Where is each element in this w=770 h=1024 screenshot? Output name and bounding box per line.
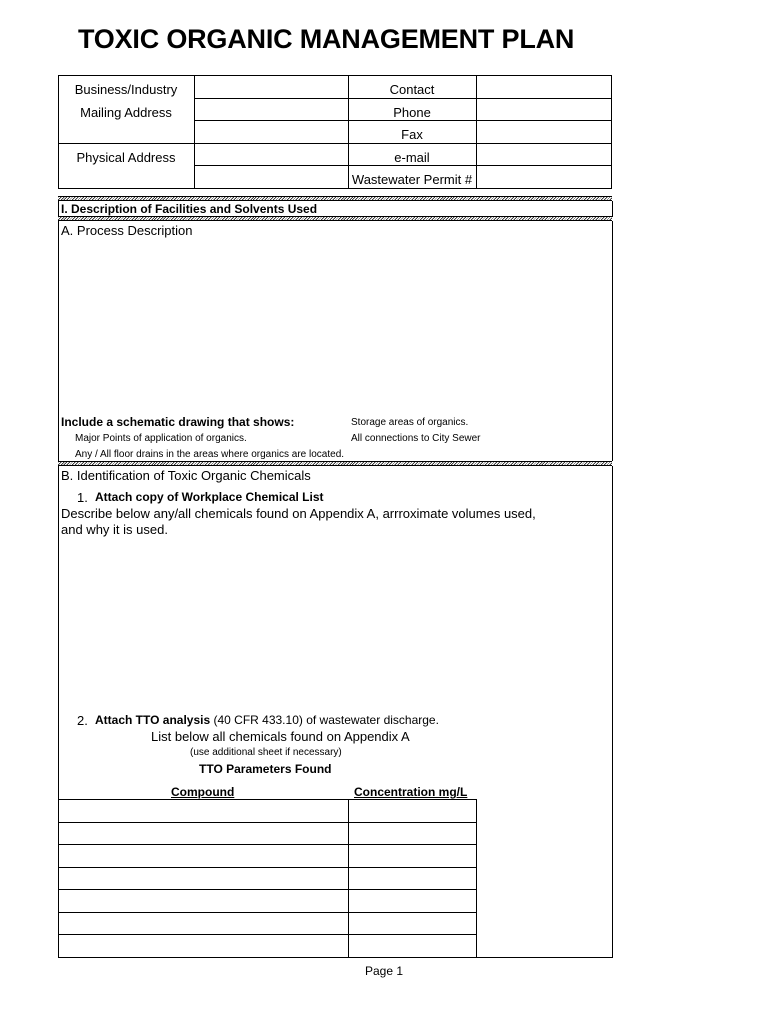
additional-sheet-note: (use additional sheet if necessary) <box>190 747 342 758</box>
contact-field[interactable] <box>477 76 610 97</box>
item-1-number: 1. <box>77 490 88 505</box>
item-2-rest: (40 CFR 433.10) of wastewater discharge. <box>210 713 439 727</box>
concentration-field[interactable] <box>349 823 475 843</box>
compound-field[interactable] <box>59 845 347 866</box>
business-industry-field[interactable] <box>195 76 347 97</box>
section-b-heading: B. Identification of Toxic Organic Chemicals <box>61 468 311 483</box>
item-2-bold: Attach TTO analysis <box>95 713 211 727</box>
tto-parameters-title: TTO Parameters Found <box>199 762 332 776</box>
item-1-text: Attach copy of Workplace Chemical List <box>95 490 324 504</box>
list-instruction: List below all chemicals found on Appendix A <box>151 729 410 744</box>
concentration-field[interactable] <box>349 800 475 821</box>
concentration-field[interactable] <box>349 913 475 933</box>
email-field[interactable] <box>477 144 610 164</box>
item-2-number: 2. <box>77 713 88 728</box>
concentration-field[interactable] <box>349 935 475 956</box>
mailing-address-label: Mailing Address <box>80 105 172 120</box>
email-label: e-mail <box>394 150 430 165</box>
contact-label: Contact <box>389 82 435 97</box>
physical-address-label: Physical Address <box>76 150 176 165</box>
compound-field[interactable] <box>59 935 347 956</box>
compound-field[interactable] <box>59 823 347 843</box>
compound-field[interactable] <box>59 890 347 911</box>
concentration-field[interactable] <box>349 868 475 888</box>
fax-field[interactable] <box>477 121 610 142</box>
compound-column-header: Compound <box>171 785 235 799</box>
compound-field[interactable] <box>59 868 347 888</box>
mailing-address-field-2[interactable] <box>195 121 347 142</box>
phone-label: Phone <box>393 105 431 120</box>
fax-label: Fax <box>401 127 423 142</box>
item-2-line <box>95 713 439 727</box>
describe-line-1: Describe below any/all chemicals found on Appendix A, arrroximate volumes used, <box>61 506 536 521</box>
mailing-address-field-1[interactable] <box>195 99 347 119</box>
section-1-heading: I. Description of Facilities and Solvents Used <box>61 202 318 216</box>
wastewater-permit-field[interactable] <box>477 166 610 187</box>
describe-line-2: and why it is used. <box>61 522 168 537</box>
page-title: TOXIC ORGANIC MANAGEMENT PLAN <box>78 24 575 54</box>
concentration-column-header: Concentration mg/L <box>354 785 468 799</box>
section-1-heading-cell <box>58 201 613 217</box>
chemical-description-field[interactable] <box>62 542 607 706</box>
physical-address-field-2[interactable] <box>195 166 347 187</box>
schematic-sewer-item: All connections to City Sewer <box>351 433 481 444</box>
compound-field[interactable] <box>59 913 347 933</box>
schematic-major-points-item: Major Points of application of organics. <box>75 433 247 444</box>
schematic-heading: Include a schematic drawing that shows: <box>61 415 295 429</box>
phone-field[interactable] <box>477 99 610 119</box>
page-number: Page 1 <box>365 964 404 978</box>
compound-field[interactable] <box>59 800 347 821</box>
concentration-field[interactable] <box>349 845 475 866</box>
physical-address-field-1[interactable] <box>195 144 347 164</box>
concentration-field[interactable] <box>349 890 475 911</box>
process-description-label: A. Process Description <box>61 223 193 238</box>
business-industry-label: Business/Industry <box>74 82 178 97</box>
process-description-field[interactable] <box>62 242 607 410</box>
schematic-floor-drains-item: Any / All floor drains in the areas where organics are located. <box>75 449 345 460</box>
schematic-storage-item: Storage areas of organics. <box>351 417 469 428</box>
wastewater-permit-label: Wastewater Permit # <box>351 172 473 187</box>
